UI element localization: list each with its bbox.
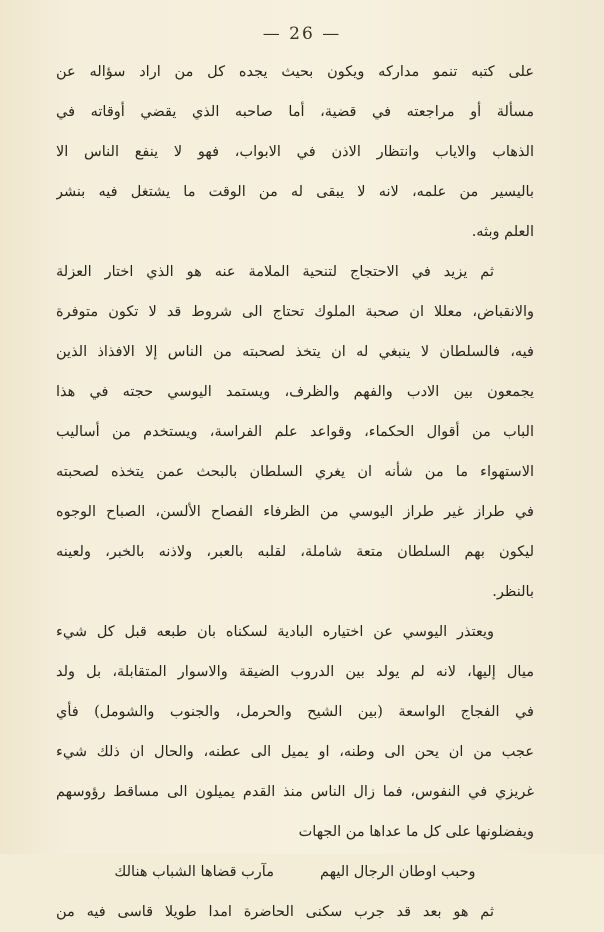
text-line-10: الباب من أقوال الحكماء، وقواعد علم الفراسة، ويستخدم من أساليب <box>56 424 534 440</box>
text-line-13: ليكون بهم السلطان متعة شاملة، لقلبه بالعبر، ولاذنه بالخبر، ولعينه <box>56 544 534 560</box>
text-line-6: ثم يزيد في الاحتجاج لتنحية الملامة عنه هو الذي اختار العزلة <box>56 264 494 280</box>
text-line-18: عجب من ان يحن الى وطنه، او يميل الى عطنه، والحال ان ذلك شيء <box>56 744 534 760</box>
text-line-2: مسألة أو مراجعته في قضية، أما صاحبه الذي يقضي أوقاته في <box>56 104 534 120</box>
page-number: — 26 — <box>262 24 342 44</box>
text-line-5: العلم وبثه. <box>471 224 534 240</box>
verse-hemistich-1: وحبب اوطان الرجال اليهم <box>319 864 476 880</box>
text-line-20: ويفضلونها على كل ما عداها من الجهات <box>298 824 534 840</box>
text-line-19: غريزي في النفوس، فما زال الناس منذ القدم يميلون الى مساقط رؤوسهم <box>56 784 534 800</box>
poetry-verse <box>56 852 534 892</box>
text-line-4: باليسير من علمه، لانه لا يبقى له من الوقت ما يشتغل فيه بنشر <box>56 184 534 200</box>
text-line-17: في الفجاج الواسعة (بين الشيح والحرمل، والجنوب والشومل) فأي <box>56 704 534 720</box>
text-line-9: يجمعون بين الادب والفهم والظرف، ويستمد اليوسي حجته في هذا <box>56 384 534 400</box>
text-line-8: فيه، فالسلطان لا ينبغي له ان يتخذ لصحبته من الناس إلا الافذاذ الذين <box>56 344 534 360</box>
text-line-final: ثم هو بعد قد جرب سكنى الحاضرة امدا طويلا قاسى فيه من <box>56 904 494 920</box>
text-line-11: الاستهواء ما من شأنه ان يغري السلطان بالبحث عمن يتخذه لصحبته <box>56 464 534 480</box>
text-line-15: ويعتذر اليوسي عن اختياره البادية لسكناه بان طبعه قبل كل شيء <box>56 624 494 640</box>
body-text <box>56 52 534 932</box>
text-line-3: الذهاب والاياب وانتظار الاذن في الابواب، فهو لا ينفع الناس الا <box>56 144 534 160</box>
text-line-12: في طراز غير طراز اليوسي من الظرفاء الفصاح الألسن، الصباح الوجوه <box>56 504 534 520</box>
text-line-14: بالنظر. <box>492 584 534 600</box>
verse-hemistich-2: مآرب قضاها الشباب هنالك <box>114 864 274 880</box>
text-line-16: ميال إليها، لانه لم يولد بين الدروب الضيقة والاسوار المتقابلة، بل ولد <box>56 664 534 680</box>
text-line-1: على كتبه تنمو مداركه ويكون بحيث يجده كل من اراد سؤاله عن <box>56 64 534 80</box>
text-line-7: والانقباض، معللا ان صحبة الملوك تحتاج الى شروط قد لا تكون متوفرة <box>56 304 534 320</box>
